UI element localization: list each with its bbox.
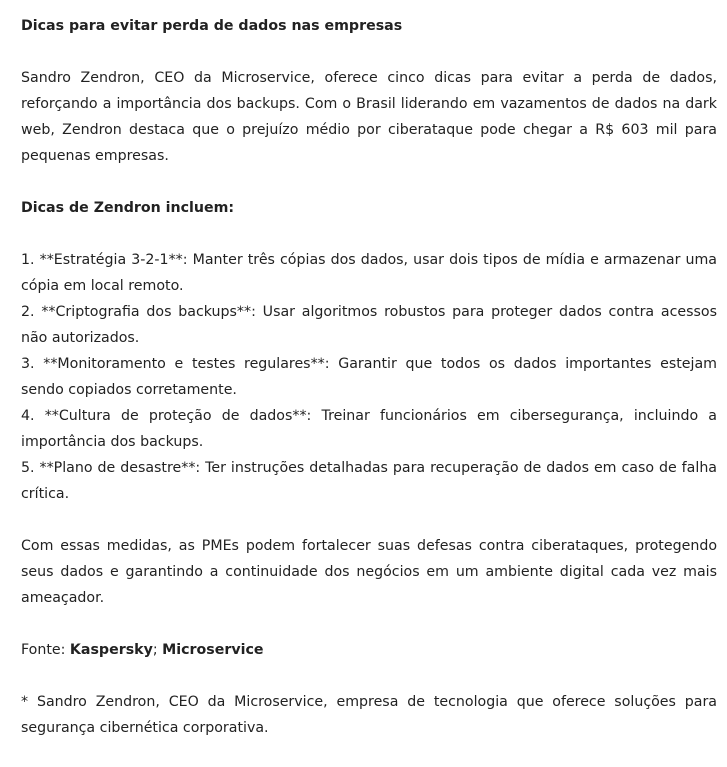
source-microservice: Microservice [162, 642, 264, 658]
author-footnote: * Sandro Zendron, CEO da Microservice, empresa de tecnologia que oferece soluções para segurança cibernética corporativa. [21, 694, 717, 736]
article-title: Dicas para evitar perda de dados nas empresas [21, 18, 403, 34]
tip-item-2: 2. **Criptografia dos backups**: Usar algoritmos robustos para proteger dados contra acessos não autorizados. [21, 304, 717, 346]
intro-paragraph: Sandro Zendron, CEO da Microservice, oferece cinco dicas para evitar a perda de dados, reforçando a importância dos backups. Com o Brasil liderando em vazamentos de dados na dark web, Zendron destaca que o prejuízo médio por ciberataque pode chegar a R$ 603 mil para pequenas empresas. [21, 70, 717, 164]
source-label: Fonte: [21, 642, 70, 658]
tip-item-3: 3. **Monitoramento e testes regulares**: Garantir que todos os dados importantes estejam sendo copiados corretamente. [21, 356, 717, 398]
tip-item-4: 4. **Cultura de proteção de dados**: Treinar funcionários em cibersegurança, incluindo a importância dos backups. [21, 408, 717, 450]
source-separator: ; [152, 642, 163, 658]
tip-item-5: 5. **Plano de desastre**: Ter instruções detalhadas para recuperação de dados em caso de falha crítica. [21, 460, 717, 502]
article-body [21, 13, 717, 767]
source-line [21, 637, 717, 663]
source-kaspersky: Kaspersky [69, 642, 153, 658]
tips-list [21, 247, 717, 507]
conclusion-paragraph: Com essas medidas, as PMEs podem fortalecer suas defesas contra ciberataques, protegendo seus dados e garantindo a continuidade dos negócios em um ambiente digital cada vez mais ameaçador. [21, 538, 717, 606]
tips-subheading: Dicas de Zendron incluem: [21, 200, 235, 216]
tip-item-1: 1. **Estratégia 3-2-1**: Manter três cópias dos dados, usar dois tipos de mídia e armazenar uma cópia em local remoto. [21, 252, 717, 294]
